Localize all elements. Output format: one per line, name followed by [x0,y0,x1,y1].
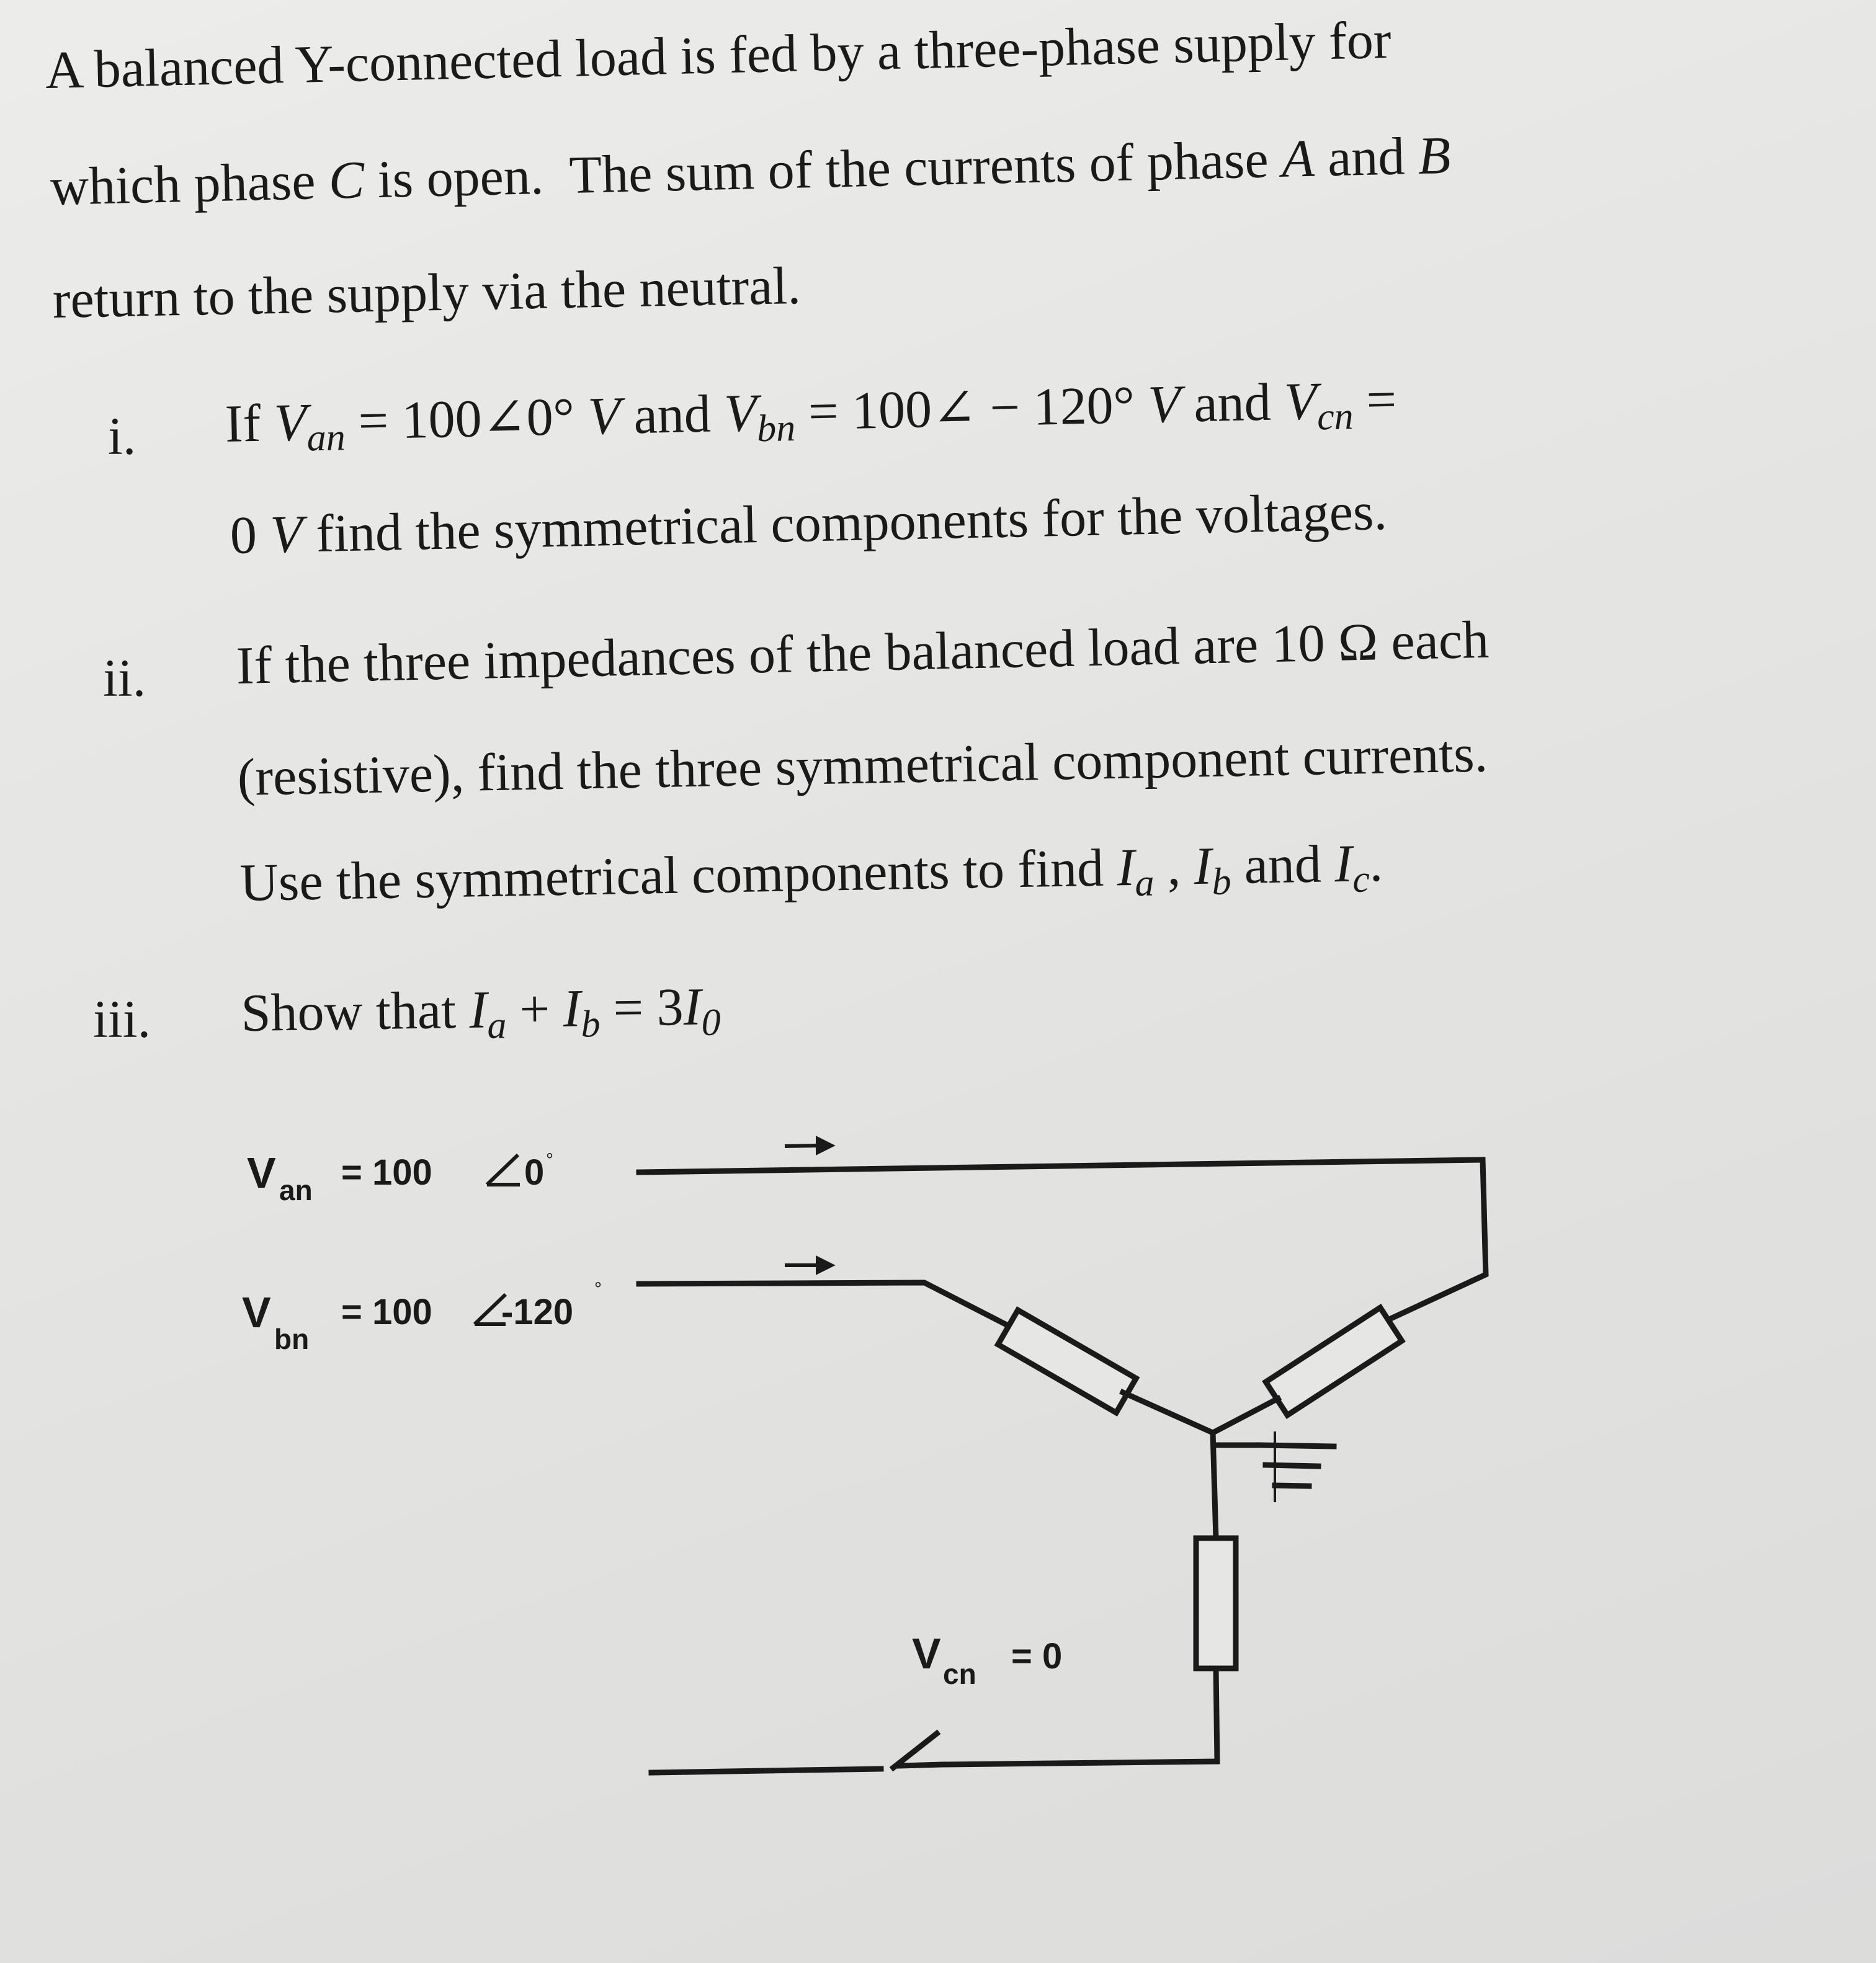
van-value: = 100 [341,1152,432,1193]
arrow-b-head [818,1258,831,1272]
phase-c-wire-lower [943,1668,1217,1765]
part-iii-line-1: Show that $I_a + I_b = 3I_0$ [240,976,721,1047]
ground-bar-3 [1275,1485,1309,1486]
ground-bar-2 [1266,1465,1318,1466]
vbn-angle: -120 [501,1292,574,1332]
open-switch-right-wire [900,1765,943,1766]
phase-c-wire-upper [1213,1433,1216,1538]
part-i-line-2: 0 V find the symmetrical components for the voltages. [229,481,1388,565]
intro-line-2: which phase C is open. The sum of the currents of phase A and B [49,125,1452,216]
van-label: V [247,1149,276,1197]
part-ii-line-2: (resistive), find the three symmetrical component currents. [236,723,1488,807]
part-iii-number: iii. [93,989,151,1049]
phase-b-resistor [998,1310,1137,1412]
vcn-subscript: cn [943,1658,976,1690]
phase-b-to-neutral [1123,1392,1213,1433]
phase-c-resistor [1196,1538,1236,1668]
vbn-value: = 100 [341,1292,432,1332]
phase-a-wire [639,1160,1486,1333]
intro-line-1: A balanced Y-connected load is fed by a three-phase supply for [44,9,1392,100]
intro-line-3: return to the supply via the neutral. [51,255,802,329]
arrow-a-head [818,1139,831,1152]
van-degree: ° [546,1150,553,1170]
open-switch-left-wire [651,1769,881,1773]
part-i-line-1: If $V_{an}$ = 100∠0° V and $V_{bn}$ = 100∠ − 120° V and $V_{cn}$ = [224,369,1398,460]
ground-bar-1 [1259,1445,1334,1446]
vbn-label: V [242,1288,271,1337]
phase-b-wire [639,1283,1017,1330]
phase-a-resistor [1266,1307,1401,1415]
part-ii-line-3: Use the symmetrical components to find $I_a$ , $I_b$ and $I_c$. [239,832,1383,912]
phase-a-to-neutral [1213,1399,1278,1433]
van-angle-icon [487,1155,520,1185]
part-ii-number: ii. [103,648,146,708]
part-ii-line-1: If the three impedances of the balanced load are 10 Ω each [235,609,1490,695]
van-subscript: an [279,1174,313,1206]
part-i-number: i. [108,406,136,466]
vbn-subscript: bn [274,1323,310,1355]
van-angle: 0 [524,1152,545,1193]
vcn-label: V [912,1629,941,1678]
vcn-value: = 0 [1011,1636,1063,1676]
vbn-degree: ° [594,1279,602,1299]
